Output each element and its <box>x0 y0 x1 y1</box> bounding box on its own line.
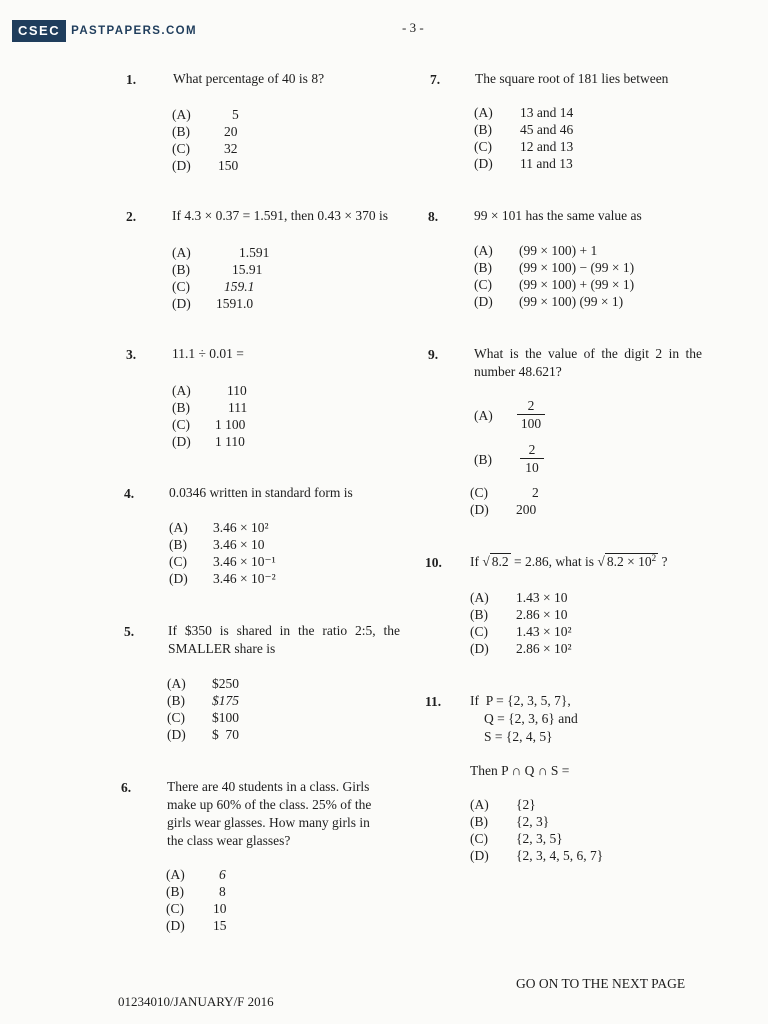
square-root-symbol: √ <box>482 554 490 569</box>
question-text: The square root of 181 lies between <box>475 71 669 86</box>
question-text-line-2: SMALLER share is <box>168 641 276 656</box>
question-number: 7. <box>430 72 441 87</box>
logo-site-name: PASTPAPERS.COM <box>71 25 198 37</box>
question-number: 1. <box>126 72 137 87</box>
question-text-line-4: the class wear glasses? <box>167 833 291 848</box>
go-on-instruction: GO ON TO THE NEXT PAGE <box>516 976 686 991</box>
question-number: 2. <box>126 209 137 224</box>
radicand: 8.2 <box>491 554 509 569</box>
logo-box-text: CSEC <box>12 20 66 42</box>
question-text-line-3: girls wear glasses. How many girls in <box>167 815 370 830</box>
question-number: 10. <box>425 555 442 570</box>
question-text-line-2: number 48.621? <box>474 364 562 379</box>
question-text-line-1: What is the value of the digit 2 in the <box>474 346 702 361</box>
question-number: 9. <box>428 347 439 362</box>
radicand: $8.2 \times 10^2$ <box>606 553 657 569</box>
question-text-line-1: If $350 is shared in the ratio 2:5, the <box>168 623 400 638</box>
question-number: 5. <box>124 624 135 639</box>
fraction-2-over-100: $\frac{2}{100}$ <box>517 397 545 432</box>
question-text: 11.1 ÷ 0.01 = <box>172 346 244 361</box>
question-text-line-1: There are 40 students in a class. Girls <box>167 779 370 794</box>
question-number: 6. <box>121 780 132 795</box>
set-q-definition: Q = {2, 3, 6} and <box>484 711 578 726</box>
question-text: If 4.3 × 0.37 = 1.591, then 0.43 × 370 is <box>172 208 388 223</box>
question-text: If √ 8.2 = 2.86, what is √ $8.2 \times 10^2$ ? <box>470 553 668 569</box>
question-text: 99 × 101 has the same value as <box>474 208 642 223</box>
question-number: 3. <box>126 347 137 362</box>
question-text-line-2: make up 60% of the class. 25% of the <box>167 797 372 812</box>
square-root-symbol: √ <box>597 554 605 569</box>
paper-code: 01234010/JANUARY/F 2016 <box>118 994 274 1009</box>
page-number: - 3 - <box>402 20 424 35</box>
fraction-2-over-10: $\frac{2}{10}$ <box>520 441 544 476</box>
question-number: 4. <box>124 486 135 501</box>
question-text: 0.0346 written in standard form is <box>169 485 353 500</box>
question-text: What percentage of 40 is 8? <box>173 71 325 86</box>
question-number: 11. <box>425 694 442 709</box>
set-s-definition: S = {2, 4, 5} <box>484 729 553 744</box>
question-number: 8. <box>428 209 439 224</box>
site-logo <box>12 20 197 42</box>
question-text: Then P ∩ Q ∩ S = <box>470 763 570 778</box>
set-p-definition: If P = {2, 3, 5, 7}, <box>470 693 571 708</box>
